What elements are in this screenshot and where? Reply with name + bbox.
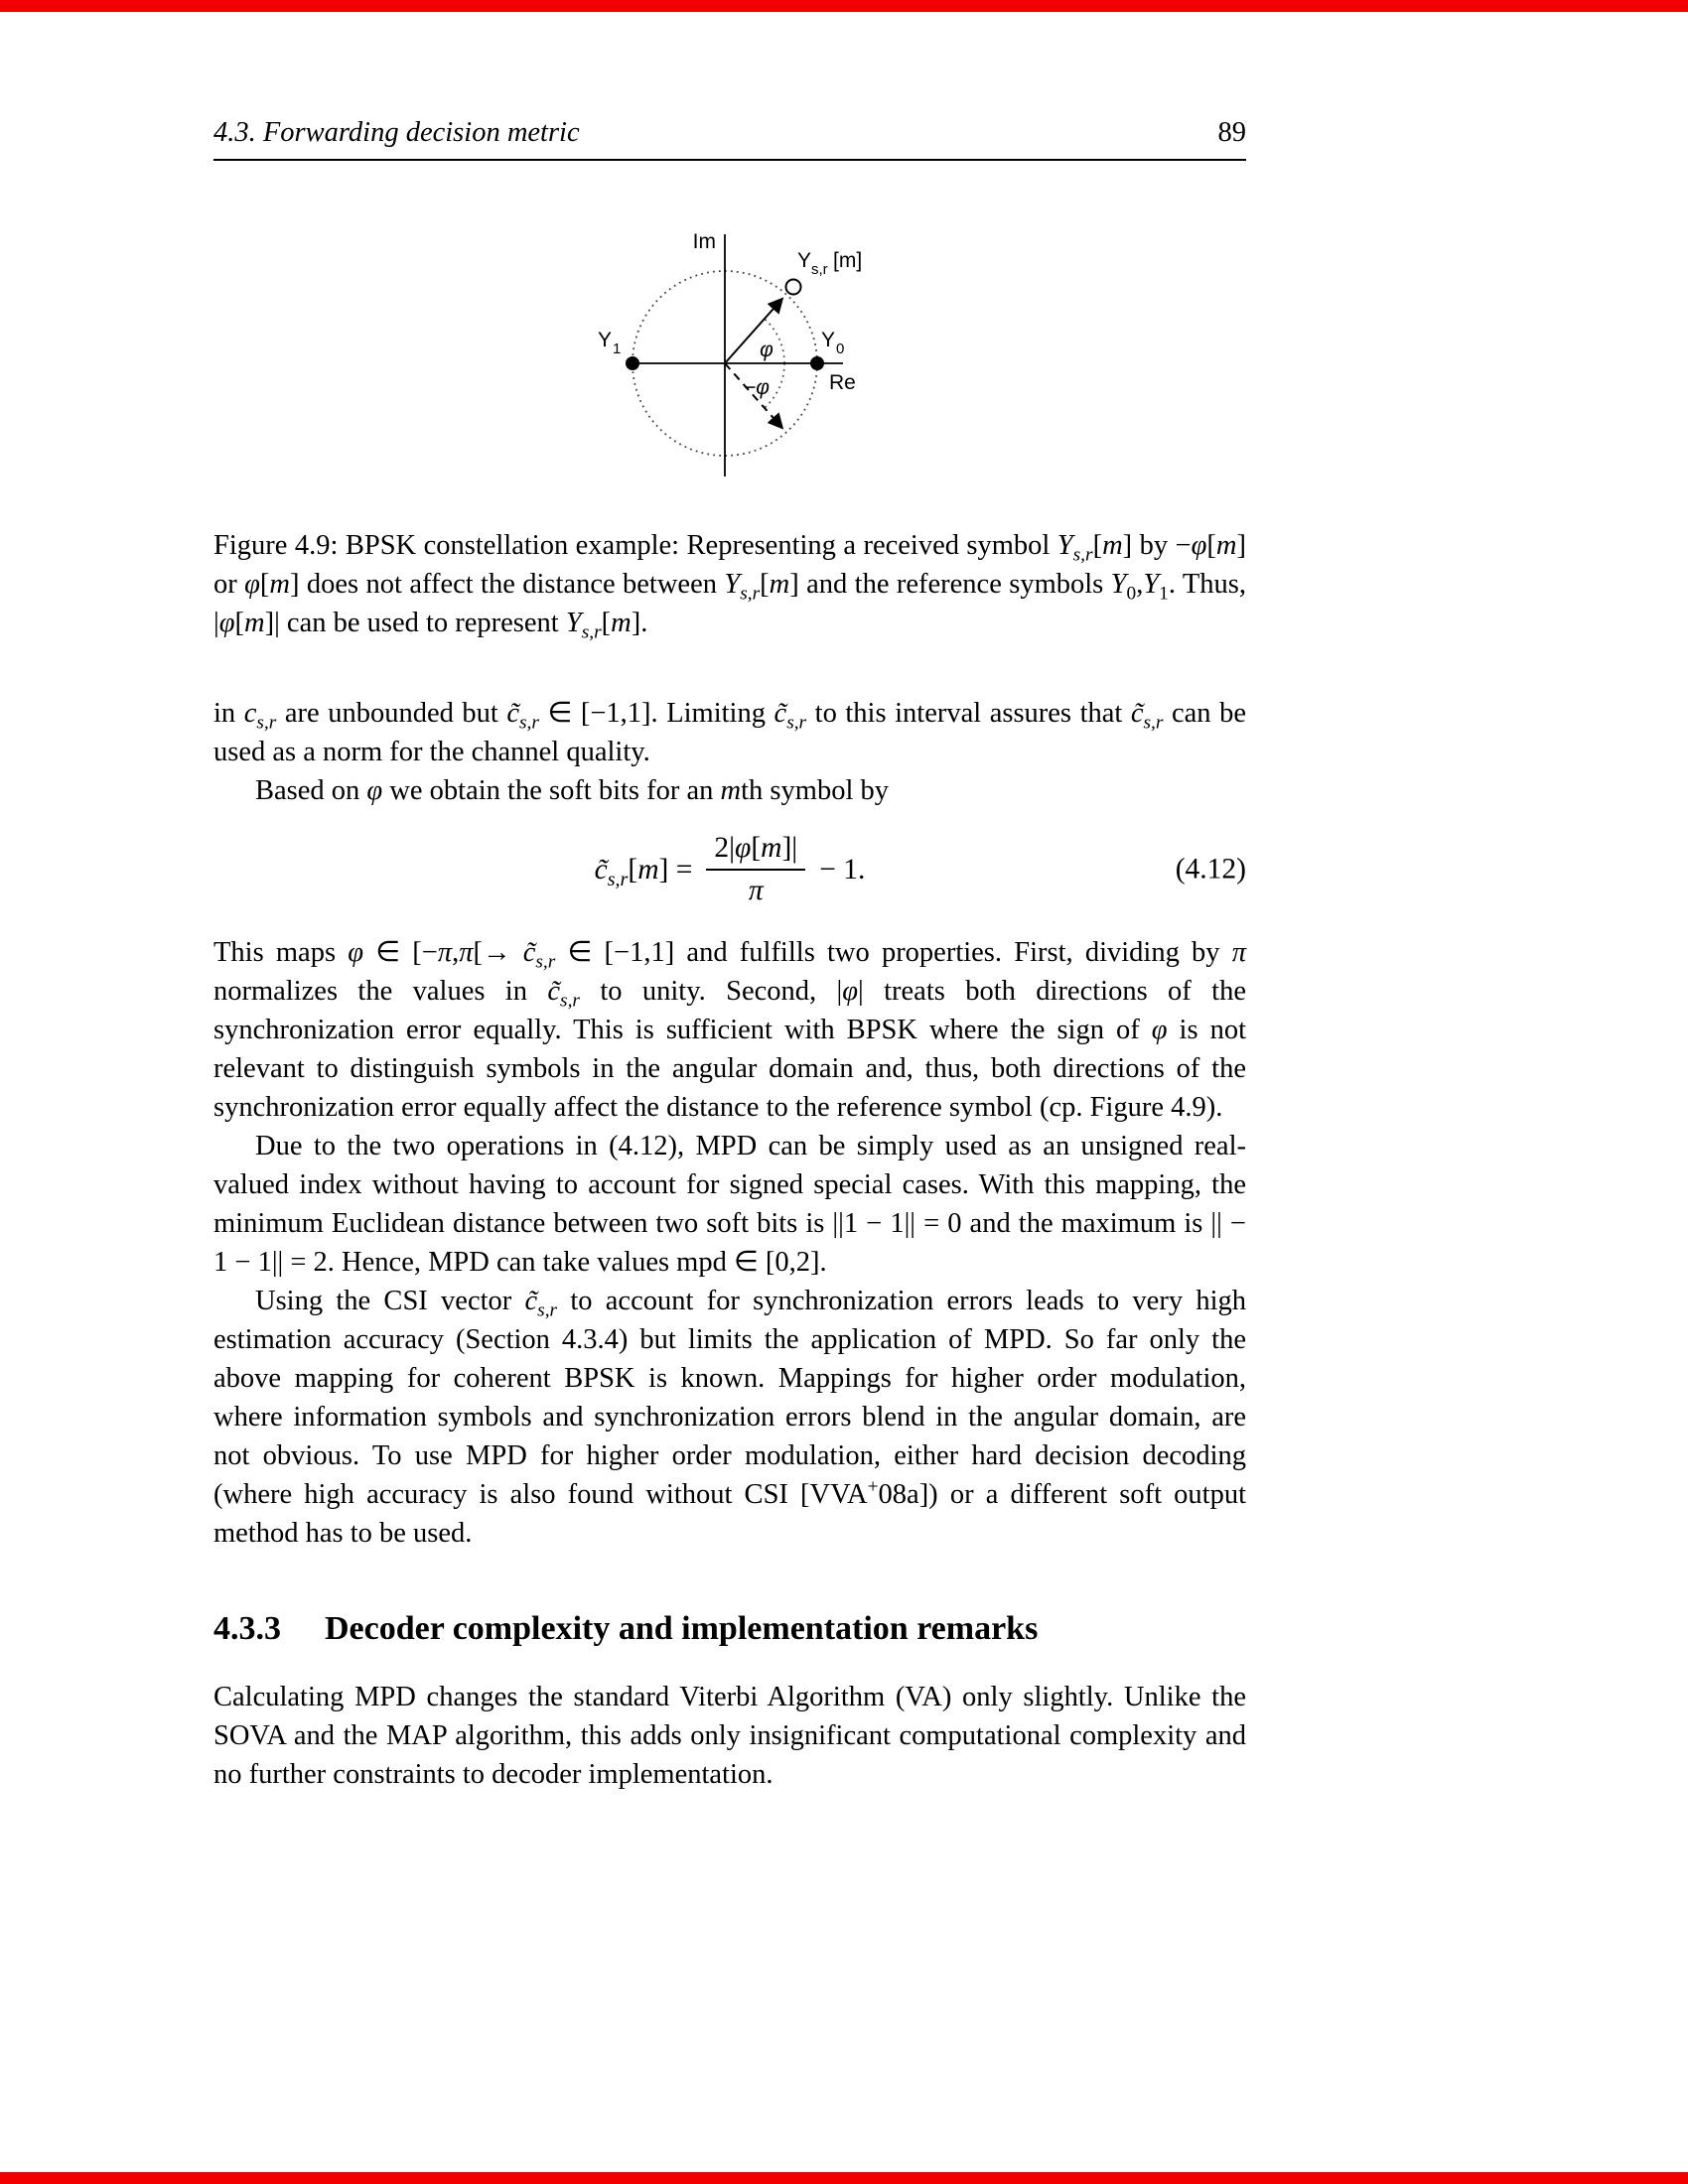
equation-denominator: π [748, 875, 764, 906]
paragraph-mpd-unsigned: Due to the two operations in (4.12), MPD can be simply used as an unsigned real-valued index without having to account for signed special cases. With this mapping, the minimum Euclidean distance between two soft bits is ||1 − 1|| = 0 and the maximum is || − 1 − 1|| = 2. Hence, MPD can take values mpd ∈ [0,2]. [213, 1131, 1246, 1278]
equation-4-12 [213, 832, 1246, 907]
im-axis-label: Im [692, 230, 716, 253]
paragraph-continuation: in $c_{s,r}$ are unbounded but $c̃_{s,r}$ ∈ [−1,1]. Limiting $c̃_{s,r}$ to this interval assures that $c̃_{s,r}$ can be used as a norm for the channel quality. [213, 698, 1246, 767]
equation-numerator: 2|φ[m]| [706, 832, 805, 871]
phi-angle-label: φ [760, 339, 774, 361]
document-page [213, 0, 1246, 1794]
y0-point [810, 356, 824, 370]
neg-phi-angle-label: −φ [744, 376, 770, 399]
subsection-heading [213, 1610, 1246, 1648]
bpsk-constellation-diagram [501, 205, 958, 492]
received-symbol-point [786, 280, 801, 295]
y1-point [626, 356, 639, 370]
running-header [213, 117, 1246, 161]
paragraph-mapping-properties: This maps φ ∈ [$-\pi,\pi[\to c̃_{s,r}$ ∈ [−1,1] and fulfills two properties. First, dividing by π normalizes the values in $c̃_{s,r}$ to unity. Second, |φ| treats both directions of the synchronization error equally. This is sufficient with BPSK where the sign of φ is not relevant to distinguish symbols in the angular domain and, thus, both directions of the synchronization error equally affect the distance to the reference symbol (cp. Figure 4.9). [213, 937, 1247, 1123]
y0-label-sub: 0 [836, 341, 845, 357]
subsection-title: Decoder complexity and implementation remarks [325, 1610, 1039, 1647]
equation-lhs: $c̃_{s,r}[m]$ = [594, 853, 693, 890]
y1-label-sub: 1 [613, 341, 622, 357]
equation-fraction [706, 832, 805, 907]
y0-label: Y [821, 329, 836, 351]
subsection-number: 4.3.3 [213, 1610, 281, 1647]
paragraph-decoder-complexity: Calculating MPD changes the standard Viterbi Algorithm (VA) only slightly. Unlike the SOVA and the MAP algorithm, this adds only insignificant computational complexity and no further constraints to decoder implementation. [213, 1682, 1246, 1790]
received-symbol-label-sub: s,r [811, 261, 828, 278]
re-axis-label: Re [829, 371, 856, 394]
paragraph-soft-bits: Based on φ we obtain the soft bits for an mth symbol by [255, 775, 889, 806]
received-symbol-label: Y [797, 249, 812, 272]
figure-4-9 [213, 205, 1246, 642]
paragraph-csi-vector: Using the CSI vector $c̃_{s,r}$ to account for synchronization errors leads to very high estimation accuracy (Section 4.3.4) but limits the application of MPD. So far only the above mapping for coherent BPSK is known. Mappings for higher order modulation, where information symbols and synchronization errors blend in the angular domain, are not obvious. To use MPD for higher order modulation, either hard decision decoding (where high accuracy is also found without CSI [VVA+08a]) or a different soft output method has to be used. [213, 1286, 1246, 1549]
bottom-red-bar [0, 2172, 1688, 2184]
y1-label: Y [598, 329, 613, 351]
equation-number: (4.12) [1175, 853, 1246, 886]
header-section-title: 4.3. Forwarding decision metric [213, 117, 580, 148]
header-page-number: 89 [1217, 117, 1246, 148]
figure-caption: Figure 4.9: BPSK constellation example: Representing a received symbol $Y_{s,r}[m]$ by −φ[m] or φ[m] does not affect the distance between $Y_{s,r}[m]$ and the reference symbols $Y_0,Y_1$. Thus, |φ[m]| can be used to represent $Y_{s,r}[m]$. [213, 530, 1246, 643]
received-symbol-label-rest: [m] [833, 249, 863, 272]
equation-tail: − 1. [819, 853, 866, 886]
equation-body [595, 832, 866, 907]
